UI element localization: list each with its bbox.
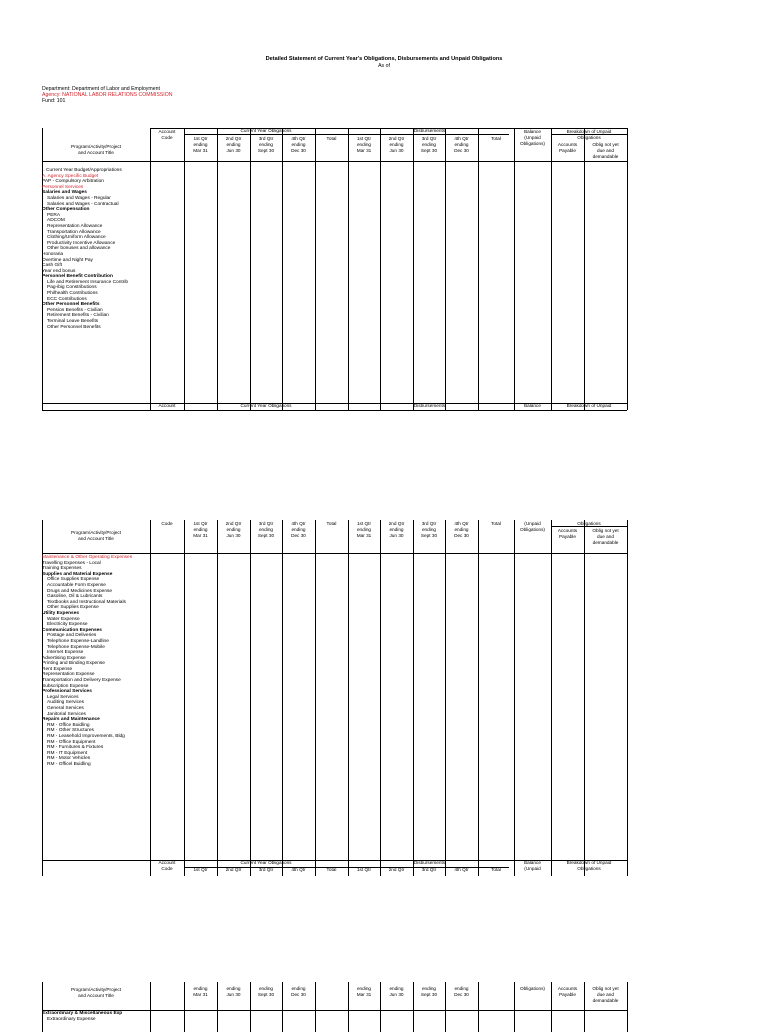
q3-header-2: 3rd Qtr ending Sept 30 [257, 521, 275, 538]
q1-header-2: 1st Qtr ending Mar 31 [193, 521, 208, 538]
account-row: Office Supplies Expense [47, 577, 100, 583]
disb-total-header: Total [491, 136, 501, 141]
account-row: I. Current Year Budget/Appropriations [42, 168, 122, 173]
account-row: Subscription Expense [42, 683, 89, 689]
total-header-2: Total [326, 521, 337, 526]
as-of-label: As of [378, 63, 390, 69]
account-row: Personnel Benefit Contribution [42, 274, 113, 280]
account-row: Philhealth Contributions [47, 291, 98, 297]
account-row: Retirement Benefits - Civilian [47, 313, 109, 319]
q2-header: 2nd Qtr ending Jun 30 [225, 136, 242, 153]
disb-total-header-2: Total [491, 521, 501, 526]
account-code-repeat-2: Account Code [158, 860, 176, 871]
account-row: Salaries and Wages - Regular [47, 195, 111, 201]
table-page-1 [42, 128, 627, 410]
account-row: RM - Motor Vehicles [47, 756, 91, 762]
accounts-payable-header-3: Accounts Payable [557, 986, 578, 997]
q3-header: 3rd Qtr ending Sept 30 [257, 136, 275, 153]
accounts-payable-header-2: Accounts Payable [557, 528, 578, 539]
account-row: Telephone Expense-Landline [47, 638, 109, 644]
account-row: Other bonuses and allowance [47, 246, 111, 252]
disbursements-header-repeat: Disbursements [413, 403, 446, 408]
account-row: Water Expense [47, 616, 80, 622]
balance-header-repeat: Balance [524, 403, 541, 408]
account-row: Supplies and Material Expense [42, 571, 113, 577]
disb-q3-short-2: 3rd Qtr [421, 867, 437, 872]
obligations-paren-3: Obligations) [519, 986, 545, 991]
balance-header: Balance (Unpaid Obligations) [519, 129, 545, 146]
account-row: Maintenance & Other Operating Expenses [42, 555, 133, 560]
account-header: Account [158, 129, 176, 134]
oblig-not-due-header-2: Oblig not yet due and demandable [592, 528, 619, 545]
account-row: Cash Gift [42, 263, 62, 269]
disb-q2-header-2: 2nd Qtr ending Jun 30 [388, 521, 405, 538]
account-row: Printing and Binding Expense [42, 661, 105, 667]
account-row: Professional Services [42, 689, 92, 695]
account-row: Clothing/Uniform Allowance [47, 235, 106, 241]
disb-q4-header: 4th Qtr ending Dec 30 [454, 136, 469, 153]
account-row: Telephone Expense-Mobile [47, 644, 105, 650]
disbursements-header: Disbursements [413, 128, 446, 133]
q2-short-2: 2nd Qtr [225, 867, 242, 872]
account-row: Salaries and Wages [42, 190, 87, 196]
disb-q2-header: 2nd Qtr ending Jun 30 [388, 136, 405, 153]
program-header-3: Program/Activity/Project and Account Title [70, 987, 121, 998]
code-header-2: Code [161, 521, 173, 526]
disb-q4-short-2: 4th Qtr [454, 867, 469, 872]
account-row: General Services [47, 706, 84, 712]
balance-repeat-2: Balance (Unpaid [524, 860, 541, 871]
account-row: PAP - Compulsory Arbitration [42, 179, 104, 185]
unpaid-oblig-header-2: (Unpaid Obligations) [519, 521, 545, 532]
account-row: Year end bonus [42, 268, 76, 274]
account-row: Repairs and Maintenance [42, 717, 100, 723]
disb-q1-header-2: 1st Qtr ending Mar 31 [356, 521, 372, 538]
breakdown-header-repeat: Breakdown of Unpaid [566, 403, 612, 408]
account-row: Janitorial Services [47, 711, 86, 717]
table-page-3 [42, 982, 627, 1032]
program-header-2: Program/Activity/Project and Account Title [70, 530, 121, 541]
account-row: Drugs and Medicines Expense [47, 588, 113, 594]
q1-header: 1st Qtr ending Mar 31 [193, 136, 208, 153]
account-row: Extraordinary & Miscellaneous Exp [42, 1011, 123, 1016]
breakdown-header: Breakdown of Unpaid Obligations [566, 129, 612, 140]
q3-ending-3: ending Sept 30 [257, 986, 275, 997]
account-row: Life and Retirement Insurance Contrib [47, 279, 129, 285]
accounts-payable-header: Accounts Payable [557, 142, 578, 153]
account-row: Textbooks and Instructional Materials [47, 599, 126, 605]
table-page-2 [42, 520, 627, 876]
q2-header-2: 2nd Qtr ending Jun 30 [225, 521, 242, 538]
account-row: PERA [47, 212, 61, 218]
disb-q3-ending-3: ending Sept 30 [420, 986, 438, 997]
account-row: Transportation Allowance [47, 229, 101, 235]
disb-q2-short-2: 2nd Qtr [388, 867, 405, 872]
disbursements-repeat-2: Disbursements [413, 860, 446, 865]
account-rows-1 [42, 168, 128, 330]
account-row: Advertising Expense [42, 655, 86, 661]
q1-ending-3: ending Mar 31 [193, 986, 208, 997]
account-row: Terminal Leave Benefits [47, 319, 99, 325]
current-year-repeat-2: Current Year Obligations [240, 860, 292, 865]
account-row: Personnel Services [42, 184, 84, 190]
total-short-2: Total [326, 867, 337, 872]
disb-q3-header: 3rd Qtr ending Sept 30 [420, 136, 438, 153]
account-row: Pag-ibig Constributions [47, 285, 97, 291]
disb-q4-ending-3: ending Dec 30 [454, 986, 469, 997]
account-rows-3 [42, 1011, 122, 1022]
account-row: Representation Allowance [47, 223, 103, 229]
account-row: A. Agency Specific Budget [42, 173, 99, 179]
account-row: RM - Office Equipment [47, 739, 96, 745]
account-row: Postage and Deliveries [47, 633, 97, 639]
account-row: Overtime and Night Pay [42, 257, 93, 263]
account-row: Electricity Expense [47, 622, 88, 628]
total-header: Total [326, 136, 337, 141]
account-row: Extraordinary Expense [47, 1016, 96, 1022]
disb-q1-ending-3: ending Mar 31 [356, 986, 372, 997]
account-row: Transportation and Delivery Expense [42, 678, 121, 684]
account-row: Utility Expenses [42, 610, 80, 616]
account-row: Auditing Services [47, 700, 85, 706]
current-year-header: Current Year Obligations [240, 128, 292, 133]
account-row: Other Personnel Benefits [42, 302, 100, 308]
oblig-not-due-header: Oblig not yet due and demandable [592, 142, 619, 159]
account-row: ADCOM [47, 218, 65, 224]
q1-short-2: 1st Qtr [193, 867, 208, 872]
program-header: Program/Activity/Project and Account Title [70, 144, 121, 155]
disb-q1-short-2: 1st Qtr [356, 867, 372, 872]
account-row: Salaries and Wages - Contractual [47, 201, 119, 207]
account-row: RM - Leasehold Improvements, Bldg [47, 734, 125, 739]
account-row: Other Compensation [42, 207, 90, 213]
account-row: Productivity Incentive Allowance [47, 240, 116, 246]
q2-ending-3: ending Jun 30 [226, 986, 241, 997]
account-row: RM - Furnitures & Fixtures [47, 745, 104, 751]
disb-q4-header-2: 4th Qtr ending Dec 30 [454, 521, 469, 538]
account-row: Rent Expense [42, 666, 73, 672]
account-row: RM - IT Equipment [47, 750, 88, 756]
q4-ending-3: ending Dec 30 [291, 986, 306, 997]
account-row: Honoraria [42, 251, 64, 257]
fund-line: Fund: 101 [42, 98, 66, 104]
account-row: Other Supplies Expense [47, 605, 99, 611]
account-row: Training Expenses [42, 566, 82, 572]
oblig-not-due-header-3: Oblig not yet due and demandable [592, 986, 619, 1003]
breakdown-repeat-2: Breakdown of Unpaid Obligations [566, 860, 612, 871]
account-row: RM - Officel Buidling [47, 761, 91, 767]
current-year-header-repeat: Current Year Obligations [240, 403, 292, 408]
disb-q3-header-2: 3rd Qtr ending Sept 30 [420, 521, 438, 538]
code-header: Code [161, 135, 173, 140]
disb-q2-ending-3: ending Jun 30 [389, 986, 404, 997]
report-title: Detailed Statement of Current Year's Obligations, Disbursements and Unpaid Obligations [265, 56, 503, 62]
agency-line: Agency: NATIONAL LABOR RELATIONS COMMISSION [42, 92, 173, 98]
q4-header: 4th Qtr ending Dec 30 [291, 136, 306, 153]
account-row: Internet Expense [47, 650, 84, 656]
account-row: RM - Other Structures [47, 728, 94, 734]
account-row: ECC Contributions [47, 296, 87, 302]
q4-short-2: 4th Qtr [291, 867, 306, 872]
account-row: Representation Expense [42, 672, 95, 678]
disb-q1-header: 1st Qtr ending Mar 31 [356, 136, 372, 153]
disb-total-short-2: Total [491, 867, 501, 872]
account-row: Gasoline, Oil & Lubricants [47, 594, 103, 600]
q3-short-2: 3rd Qtr [258, 867, 274, 872]
q4-header-2: 4th Qtr ending Dec 30 [291, 521, 306, 538]
account-row: Accountable Form Expense [47, 582, 106, 588]
account-row: Other Personnel Benefits [47, 324, 101, 330]
account-row: Legal Services [47, 694, 79, 700]
account-row: RM - Office Buidling [47, 722, 90, 728]
obligations-header-2: Obligations [577, 521, 601, 526]
account-rows-2 [42, 555, 132, 768]
account-row: Communication Expenses [42, 627, 102, 633]
department-line: Department: Department of Labor and Employment [42, 86, 160, 92]
account-row: Travelling Expenses - Local [42, 560, 101, 566]
account-row: Pension Benefits - Civilian [47, 307, 103, 313]
account-header-repeat: Account [158, 403, 176, 408]
